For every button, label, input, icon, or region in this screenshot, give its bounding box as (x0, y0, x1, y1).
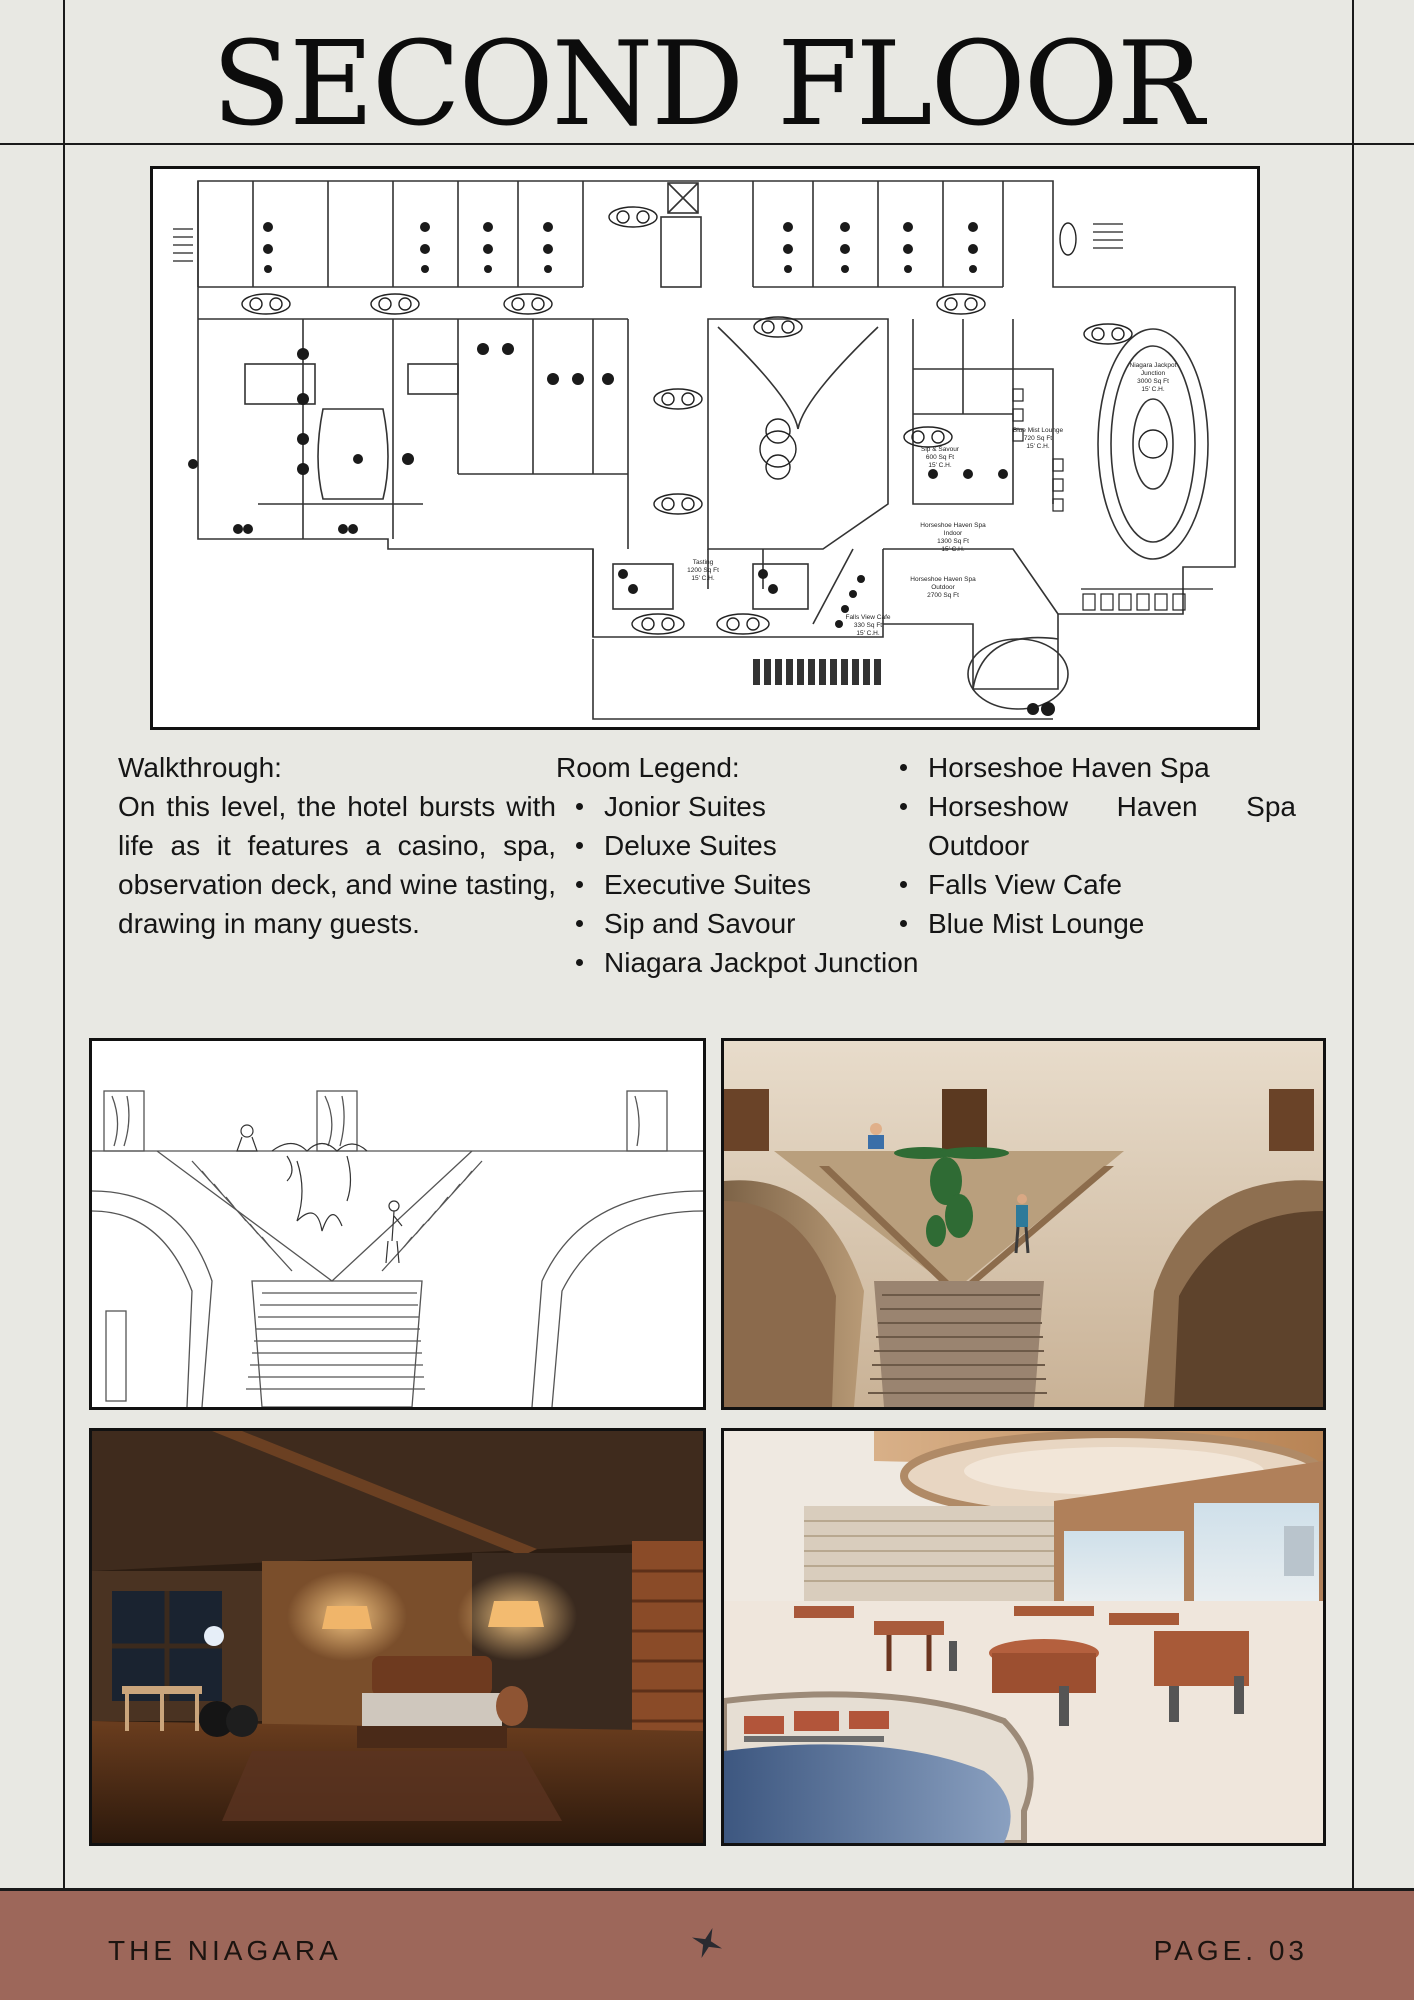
staircase-sketch-image (89, 1038, 706, 1410)
page-number: PAGE. 03 (1153, 1935, 1308, 1966)
right-frame-line (1352, 0, 1354, 1890)
legend-column-1 (572, 787, 918, 982)
lounge-render-image (721, 1428, 1326, 1846)
plan-label-tasting: Tasting (692, 559, 714, 566)
page-title: SECOND FLOOR (211, 17, 1203, 152)
legend-item: Executive Suites (572, 865, 918, 904)
plan-label-tasting-area: 1200 Sq Ft (687, 567, 719, 574)
legend-item: Horseshow Haven Spa Outdoor (896, 787, 1296, 865)
legend-item: Falls View Cafe (896, 865, 1296, 904)
plan-label-spa-indoor-ch: 15' C.H. (941, 546, 965, 553)
plan-label-sip: Sip & Savour (921, 446, 959, 453)
plan-label-cafe-area: 330 Sq Ft (853, 622, 883, 629)
walkthrough-heading: Walkthrough: (118, 752, 282, 783)
footer-bar (0, 1888, 1414, 2000)
plan-label-jackpot-2: Junction (1140, 370, 1166, 377)
four-point-star-icon (689, 1925, 725, 1961)
legend-item: Niagara Jackpot Junction (572, 943, 918, 982)
footer-brand: THE NIAGARA (108, 1935, 342, 1966)
left-frame-line (63, 0, 65, 1890)
plan-label-spa-indoor-area: 1300 Sq Ft (937, 538, 969, 545)
legend-item: Horseshoe Haven Spa (896, 748, 1296, 787)
staircase-render-image (721, 1038, 1326, 1410)
plan-label-spa-outdoor: Horseshoe Haven Spa (910, 576, 976, 583)
plan-label-spa-outdoor-sub: Outdoor (931, 584, 955, 591)
legend-column-2 (896, 748, 1296, 943)
plan-label-jackpot: Niagara Jackpot (1129, 362, 1177, 369)
plan-label-lounge-ch: 15' C.H. (1026, 443, 1050, 450)
plan-label-cafe: Falls View Cafe (845, 614, 891, 621)
legend-item: Blue Mist Lounge (896, 904, 1296, 943)
plan-label-spa-indoor-sub: Indoor (943, 530, 963, 537)
plan-label-sip-ch: 15' C.H. (928, 462, 952, 469)
legend-item: Deluxe Suites (572, 826, 918, 865)
plan-label-sip-area: 600 Sq Ft (925, 454, 955, 461)
floor-plan-drawing (153, 169, 1257, 727)
plan-label-jackpot-ch: 15' C.H. (1141, 386, 1165, 393)
suite-bedroom-image (89, 1428, 706, 1846)
legend-item: Sip and Savour (572, 904, 918, 943)
plan-label-cafe-ch: 15' C.H. (856, 630, 880, 637)
floor-plan (150, 166, 1260, 730)
plan-label-jackpot-area: 3000 Sq Ft (1137, 378, 1169, 385)
walkthrough-body: On this level, the hotel bursts with life as it features a casino, spa, observation deck, and wine tasting, drawing in many guests. (118, 791, 556, 939)
legend-item: Jonior Suites (572, 787, 918, 826)
plan-label-lounge: Blue Mist Lounge (1012, 427, 1064, 434)
plan-label-tasting-ch: 15' C.H. (691, 575, 715, 582)
legend-heading: Room Legend: (556, 752, 740, 783)
plan-label-lounge-area: 720 Sq Ft (1023, 435, 1053, 442)
plan-label-spa-indoor: Horseshoe Haven Spa (920, 522, 986, 529)
plan-label-spa-outdoor-area: 2700 Sq Ft (927, 592, 959, 599)
